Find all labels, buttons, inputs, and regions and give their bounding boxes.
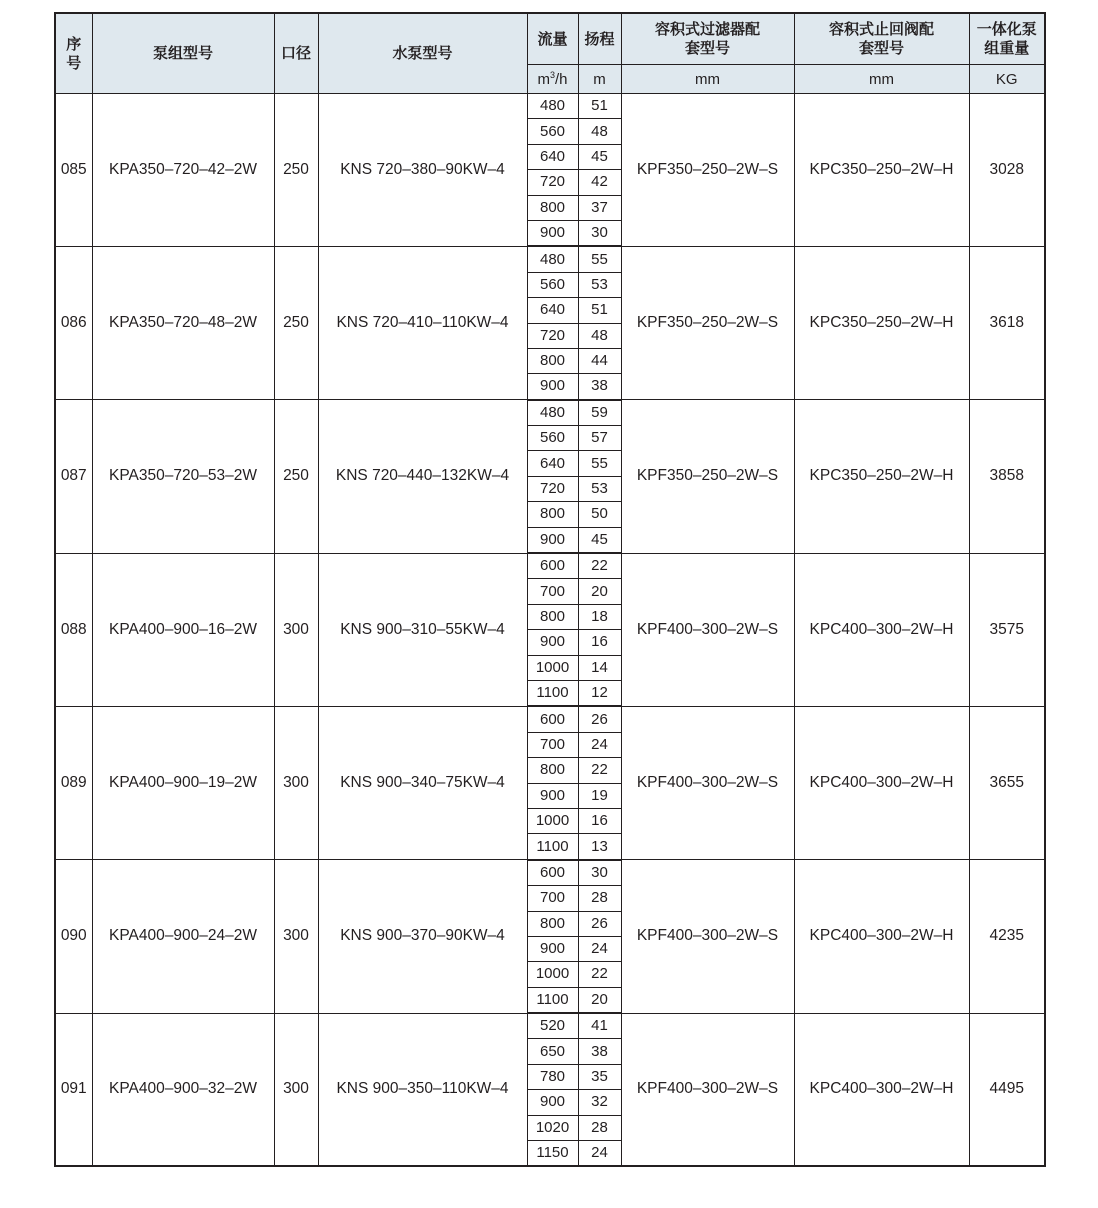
table-body [55,94,1045,1167]
flow-cell: 600 [527,706,578,732]
flow-cell: 1000 [527,808,578,833]
pump-model-cell: KNS 900–350–110KW–4 [318,1013,527,1166]
caliber-cell: 300 [274,553,318,706]
head-cell: 48 [578,323,621,348]
table-header [55,13,1045,94]
flow-cell: 800 [527,911,578,936]
head-cell: 53 [578,272,621,297]
flow-cell: 800 [527,195,578,220]
table-row [55,706,1045,732]
pump-model-cell: KNS 900–340–75KW–4 [318,706,527,859]
flow-cell: 1000 [527,962,578,987]
flow-cell: 640 [527,298,578,323]
check-valve-model-cell: KPC400–300–2W–H [794,553,969,706]
head-cell: 51 [578,94,621,119]
flow-cell: 520 [527,1013,578,1039]
head-cell: 13 [578,834,621,860]
header-weight: 一体化泵组重量 [969,13,1045,65]
caliber-cell: 300 [274,1013,318,1166]
header-seq: 序号 [55,13,92,94]
table-row [55,1013,1045,1039]
flow-cell: 1100 [527,680,578,706]
seq-cell: 091 [55,1013,92,1166]
pump-spec-table [54,12,1046,1167]
flow-cell: 900 [527,936,578,961]
flow-cell: 560 [527,426,578,451]
weight-cell: 3575 [969,553,1045,706]
weight-cell: 4235 [969,860,1045,1013]
flow-cell: 600 [527,860,578,886]
head-cell: 55 [578,246,621,272]
unit-model-cell: KPA350–720–48–2W [92,246,274,399]
head-cell: 42 [578,170,621,195]
flow-cell: 720 [527,170,578,195]
head-cell: 26 [578,911,621,936]
flow-cell: 780 [527,1064,578,1089]
header-flow: 流量 [527,13,578,65]
weight-cell: 3618 [969,246,1045,399]
head-cell: 12 [578,680,621,706]
flow-cell: 900 [527,220,578,246]
flow-cell: 480 [527,400,578,426]
flow-cell: 900 [527,783,578,808]
head-cell: 20 [578,987,621,1013]
flow-cell: 650 [527,1039,578,1064]
head-cell: 24 [578,732,621,757]
check-valve-model-cell: KPC400–300–2W–H [794,1013,969,1166]
head-cell: 44 [578,348,621,373]
flow-cell: 800 [527,758,578,783]
flow-cell: 1020 [527,1115,578,1140]
check-valve-model-cell: KPC350–250–2W–H [794,94,969,247]
flow-cell: 1000 [527,655,578,680]
flow-cell: 700 [527,579,578,604]
flow-cell: 1100 [527,834,578,860]
head-cell: 48 [578,119,621,144]
flow-cell: 900 [527,374,578,400]
weight-cell: 3655 [969,706,1045,859]
flow-cell: 1150 [527,1141,578,1167]
unit-model-cell: KPA350–720–42–2W [92,94,274,247]
head-cell: 38 [578,374,621,400]
flow-cell: 720 [527,323,578,348]
flow-cell: 560 [527,119,578,144]
flow-cell: 800 [527,502,578,527]
head-cell: 41 [578,1013,621,1039]
caliber-cell: 250 [274,246,318,399]
weight-cell: 3858 [969,400,1045,553]
header-caliber: 口径 [274,13,318,94]
unit-model-cell: KPA400–900–19–2W [92,706,274,859]
head-cell: 45 [578,527,621,553]
head-cell: 22 [578,758,621,783]
caliber-cell: 300 [274,860,318,1013]
header-filter: 容积式过滤器配套型号 [621,13,794,65]
header-pump-model: 水泵型号 [318,13,527,94]
seq-cell: 085 [55,94,92,247]
head-cell: 59 [578,400,621,426]
flow-cell: 700 [527,886,578,911]
head-cell: 22 [578,962,621,987]
filter-model-cell: KPF350–250–2W–S [621,400,794,553]
pump-model-cell: KNS 720–440–132KW–4 [318,400,527,553]
check-valve-model-cell: KPC400–300–2W–H [794,860,969,1013]
head-cell: 37 [578,195,621,220]
head-cell: 51 [578,298,621,323]
table-row [55,860,1045,886]
unit-model-cell: KPA400–900–32–2W [92,1013,274,1166]
head-cell: 22 [578,553,621,579]
head-cell: 30 [578,860,621,886]
seq-cell: 089 [55,706,92,859]
head-cell: 28 [578,1115,621,1140]
head-cell: 30 [578,220,621,246]
head-cell: 50 [578,502,621,527]
table-row [55,553,1045,579]
flow-cell: 560 [527,272,578,297]
head-cell: 19 [578,783,621,808]
header-unit-model: 泵组型号 [92,13,274,94]
header-filter-unit: mm [621,65,794,94]
flow-cell: 1100 [527,987,578,1013]
head-cell: 38 [578,1039,621,1064]
head-cell: 14 [578,655,621,680]
flow-cell: 480 [527,94,578,119]
pump-model-cell: KNS 900–310–55KW–4 [318,553,527,706]
head-cell: 24 [578,1141,621,1167]
flow-cell: 900 [527,1090,578,1115]
filter-model-cell: KPF400–300–2W–S [621,553,794,706]
head-cell: 26 [578,706,621,732]
flow-cell: 640 [527,451,578,476]
caliber-cell: 300 [274,706,318,859]
head-cell: 35 [578,1064,621,1089]
header-head: 扬程 [578,13,621,65]
unit-model-cell: KPA350–720–53–2W [92,400,274,553]
seq-cell: 087 [55,400,92,553]
flow-cell: 900 [527,630,578,655]
head-cell: 32 [578,1090,621,1115]
header-head-unit: m [578,65,621,94]
flow-cell: 800 [527,348,578,373]
pump-model-cell: KNS 720–410–110KW–4 [318,246,527,399]
head-cell: 55 [578,451,621,476]
head-cell: 18 [578,604,621,629]
seq-cell: 090 [55,860,92,1013]
flow-cell: 480 [527,246,578,272]
flow-cell: 800 [527,604,578,629]
head-cell: 16 [578,808,621,833]
caliber-cell: 250 [274,94,318,247]
flow-cell: 600 [527,553,578,579]
filter-model-cell: KPF400–300–2W–S [621,1013,794,1166]
seq-cell: 088 [55,553,92,706]
unit-model-cell: KPA400–900–16–2W [92,553,274,706]
head-cell: 53 [578,476,621,501]
head-cell: 45 [578,144,621,169]
head-cell: 20 [578,579,621,604]
flow-cell: 720 [527,476,578,501]
pump-model-cell: KNS 720–380–90KW–4 [318,94,527,247]
check-valve-model-cell: KPC350–250–2W–H [794,246,969,399]
header-check-valve: 容积式止回阀配套型号 [794,13,969,65]
flow-cell: 700 [527,732,578,757]
weight-cell: 4495 [969,1013,1045,1166]
header-check-valve-unit: mm [794,65,969,94]
pump-model-cell: KNS 900–370–90KW–4 [318,860,527,1013]
filter-model-cell: KPF400–300–2W–S [621,706,794,859]
table-row [55,400,1045,426]
head-cell: 57 [578,426,621,451]
seq-cell: 086 [55,246,92,399]
filter-model-cell: KPF400–300–2W–S [621,860,794,1013]
flow-cell: 900 [527,527,578,553]
head-cell: 24 [578,936,621,961]
check-valve-model-cell: KPC350–250–2W–H [794,400,969,553]
unit-model-cell: KPA400–900–24–2W [92,860,274,1013]
head-cell: 16 [578,630,621,655]
weight-cell: 3028 [969,94,1045,247]
head-cell: 28 [578,886,621,911]
flow-cell: 640 [527,144,578,169]
filter-model-cell: KPF350–250–2W–S [621,246,794,399]
table-row [55,246,1045,272]
header-flow-unit: $m^3/h$ [527,65,578,94]
filter-model-cell: KPF350–250–2W–S [621,94,794,247]
header-weight-unit: KG [969,65,1045,94]
table-row [55,94,1045,119]
check-valve-model-cell: KPC400–300–2W–H [794,706,969,859]
caliber-cell: 250 [274,400,318,553]
